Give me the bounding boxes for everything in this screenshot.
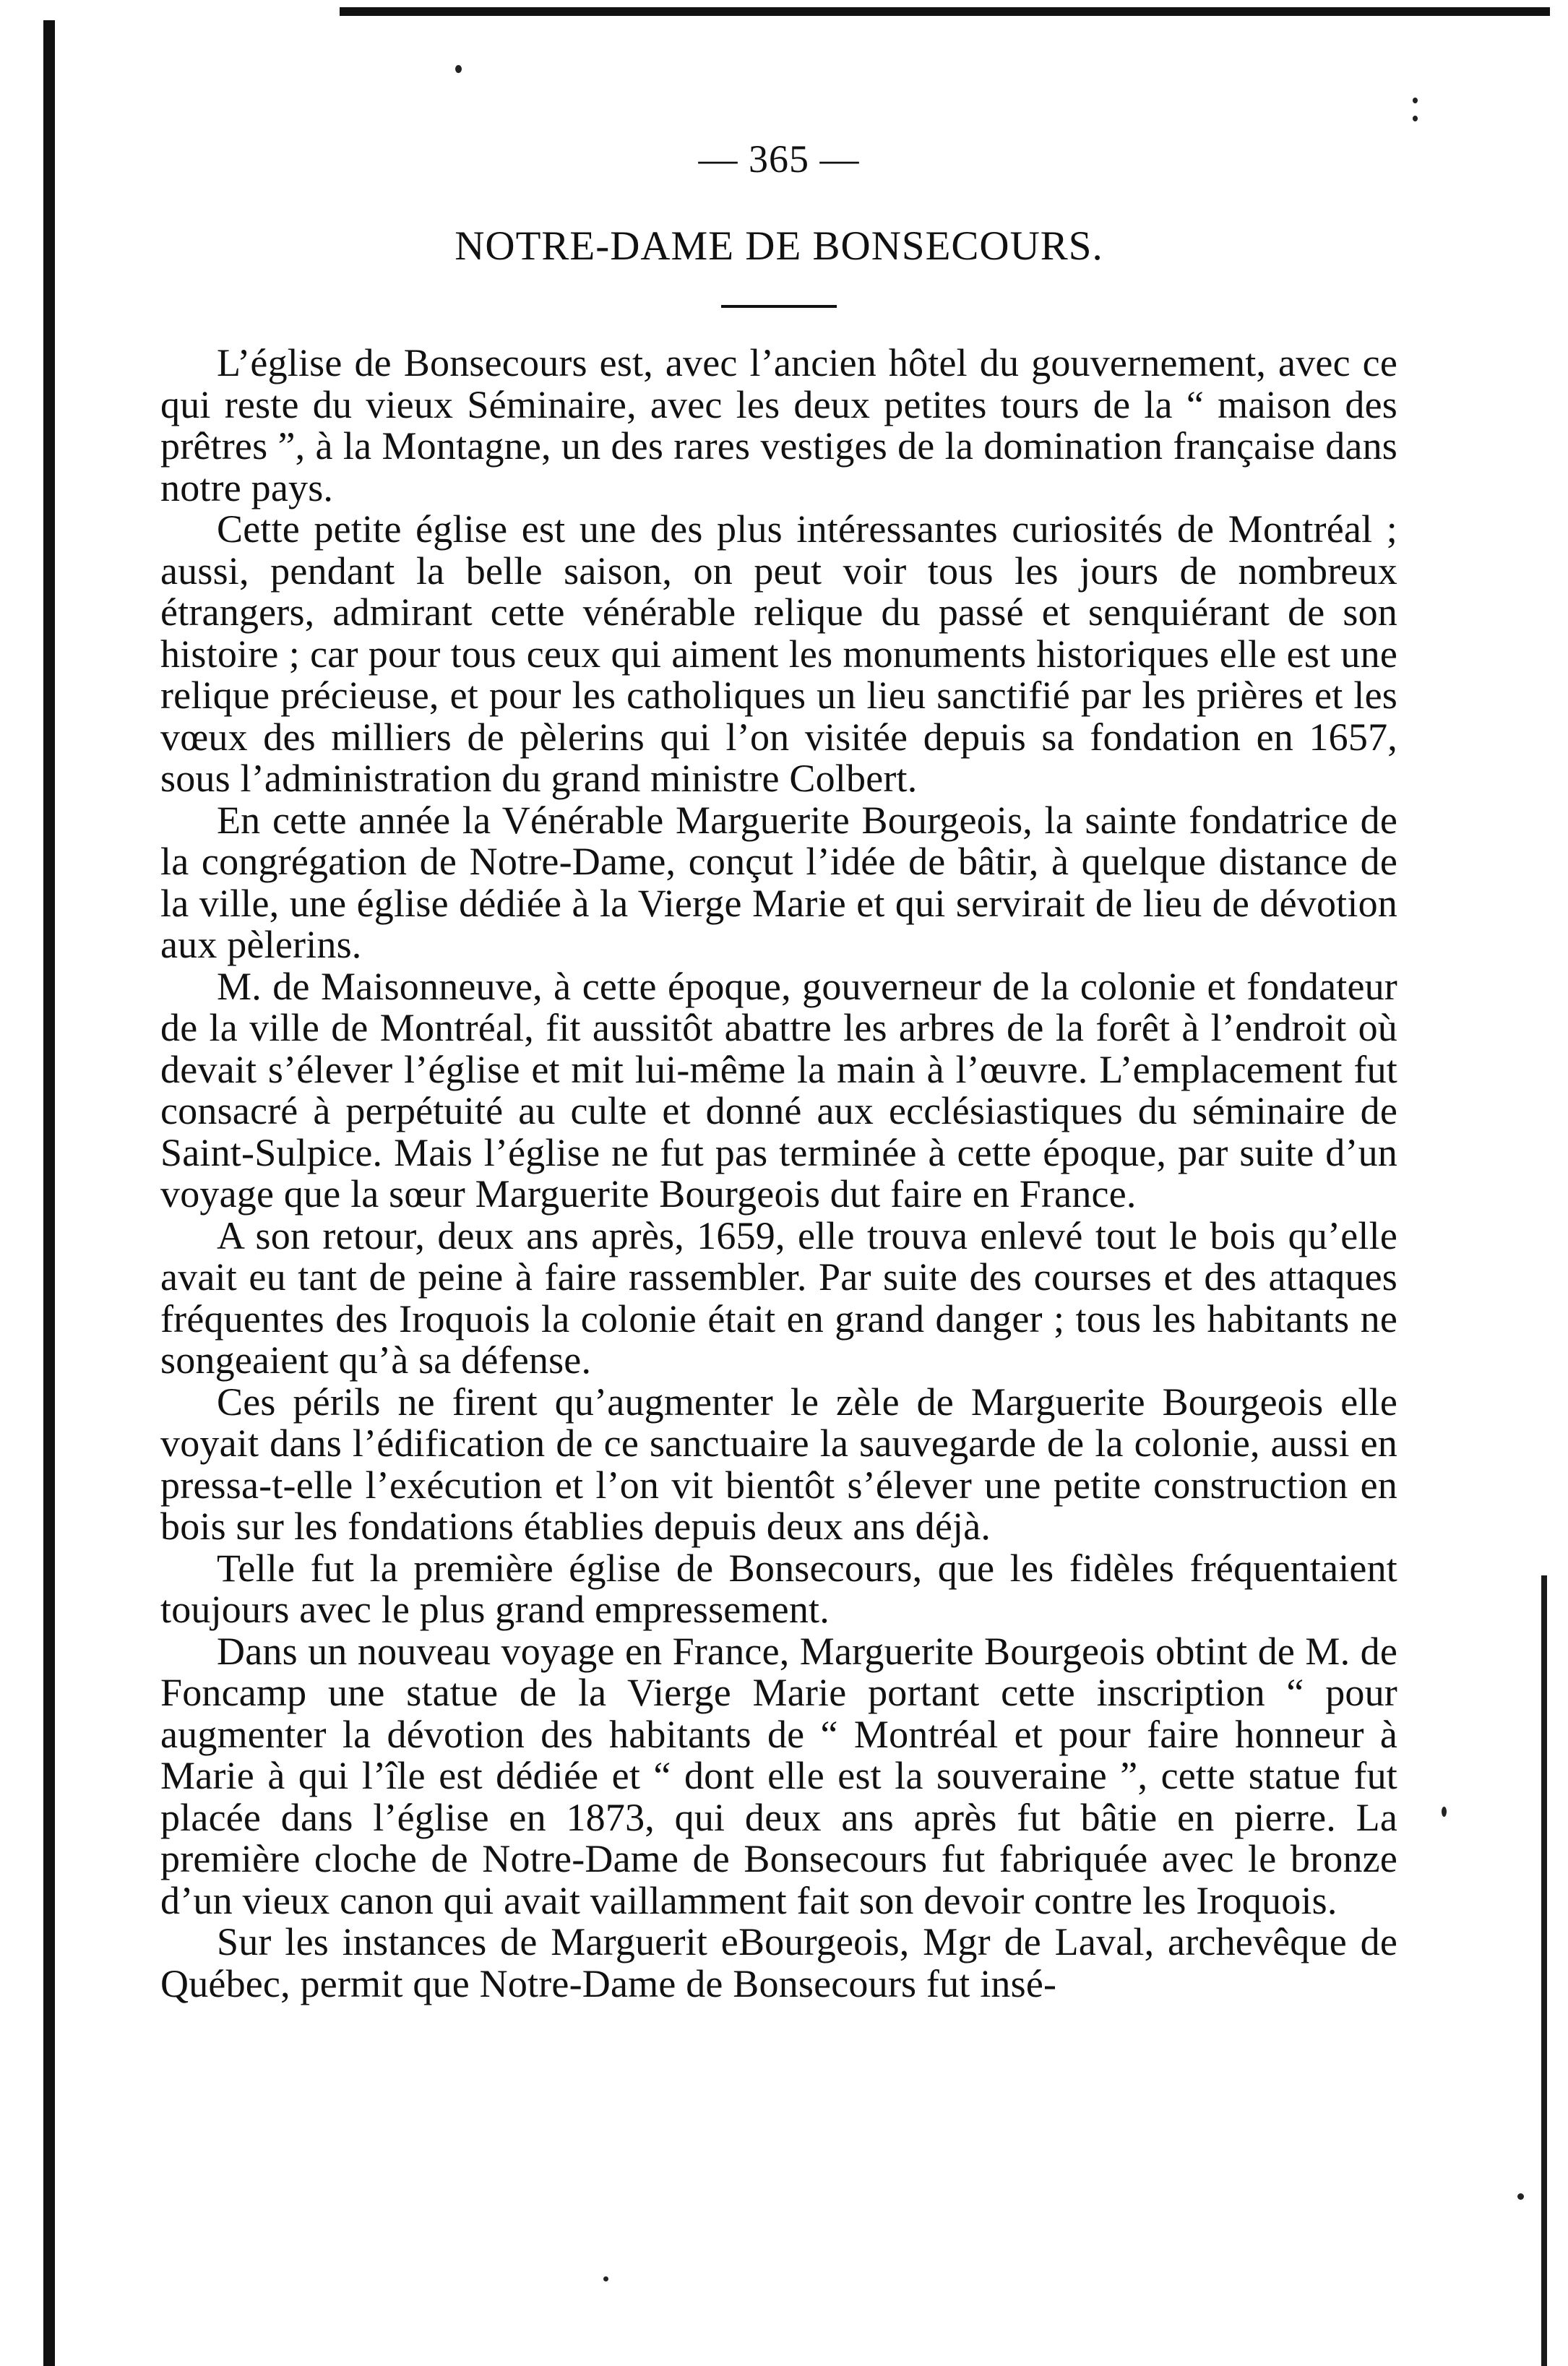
scan-speck	[1413, 98, 1418, 103]
paragraph: M. de Maisonneuve, à cette époque, gouverneur de la colonie et fondateur de la ville de Montréal, fit aussitôt abattre les arbres de la forêt à l’endroit où devait s’élever l’église et mit lui-même la main à l’œuvre. L’emplacement fut consacré à perpétuité au culte et donné aux ecclésiastiques du séminaire de Saint-Sulpice. Mais l’église ne fut pas terminée à cette époque, par suite d’un voyage que la sœur Marguerite Bourgeois dut faire en France.	[160, 964, 1397, 1216]
document-page	[160, 137, 1397, 2005]
scan-speck	[603, 2276, 608, 2281]
paragraph: En cette année la Vénérable Marguerite Bourgeois, la sainte fondatrice de la congrégation de Notre-Dame, conçut l’idée de bâtir, à quelque distance de la ville, une église dédiée à la Vierge Marie et qui servirait de lieu de dévotion aux pèlerins.	[160, 798, 1397, 966]
paragraph: Telle fut la première église de Bonsecours, que les fidèles fréquentaient toujours avec le plus grand empressement.	[160, 1546, 1397, 1631]
scan-speck	[1517, 2193, 1524, 2200]
paragraph: Ces périls ne firent qu’augmenter le zèle de Marguerite Bourgeois elle voyait dans l’édification de ce sanctuaire la sauvegarde de la colonie, aussi en pressa-t-elle l’exécution et l’on vit bientôt s’élever une petite construction en bois sur les fondations établies depuis deux ans déjà.	[160, 1380, 1397, 1548]
page-number: — 365 —	[698, 137, 860, 181]
scan-speck	[455, 65, 462, 73]
scan-left-border	[43, 20, 55, 2366]
title-divider	[721, 305, 837, 308]
paragraph: Dans un nouveau voyage en France, Marguerite Bourgeois obtint de M. de Foncamp une statue de la Vierge Marie portant cette inscription “ pour augmenter la dévotion des habitants de “ Montréal et pour faire honneur à Marie à qui l’île est dédiée et “ dont elle est la souveraine ”, cette statue fut placée dans l’église en 1873, qui deux ans après fut bâtie en pierre. La première cloche de Notre-Dame de Bonsecours fut fabriquée avec le bronze d’un vieux canon qui avait vaillamment fait son devoir contre les Iroquois.	[160, 1629, 1397, 1922]
scan-speck	[1442, 1807, 1447, 1817]
scan-speck	[1413, 116, 1418, 121]
body-text	[160, 343, 1397, 2005]
scan-top-rule	[340, 7, 1550, 16]
paragraph: L’église de Bonsecours est, avec l’ancien hôtel du gouvernement, avec ce qui reste du vieux Séminaire, avec les deux petites tours de la “ maison des prêtres ”, à la Montagne, un des rares vestiges de la domination française dans notre pays.	[160, 341, 1397, 509]
paragraph: Cette petite église est une des plus intéressantes curiosités de Montréal ; aussi, pendant la belle saison, on peut voir tous les jours de nombreux étrangers, admirant cette vénérable relique du passé et senquiérant de son histoire ; car pour tous ceux qui aiment les monuments historiques elle est une relique précieuse, et pour les catholiques un lieu sanctifié par les prières et les vœux des milliers de pèlerins qui l’on visitée depuis sa fondation en 1657, sous l’administration du grand ministre Colbert.	[160, 507, 1397, 800]
paragraph: A son retour, deux ans après, 1659, elle trouva enlevé tout le bois qu’elle avait eu tant de peine à faire rassembler. Par suite des courses et des attaques fréquentes des Iroquois la colonie était en grand danger ; tous les habitants ne songeaient qu’à sa défense.	[160, 1213, 1397, 1382]
scan-right-border	[1541, 1575, 1547, 2366]
paragraph: Sur les instances de Marguerit eBourgeois, Mgr de Laval, archevêque de Québec, permit que Notre-Dame de Bonsecours fut insé-	[160, 1920, 1397, 2005]
chapter-title: NOTRE-DAME DE BONSECOURS.	[455, 223, 1103, 269]
